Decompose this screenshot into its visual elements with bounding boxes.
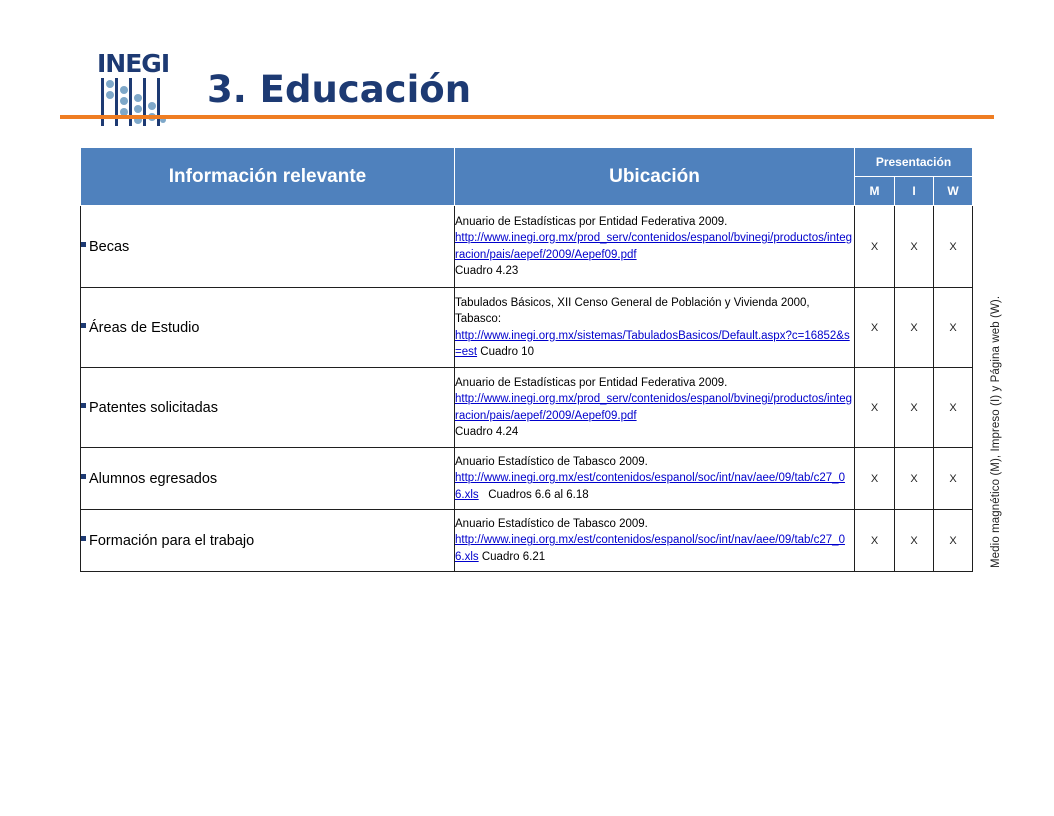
table-row (81, 510, 973, 572)
header-w: W (934, 177, 973, 206)
location-link[interactable]: http://www.inegi.org.mx/est/contenidos/espanol/soc/int/nav/aee/09/tab/c27_06.xls (455, 472, 845, 501)
header-m: M (855, 177, 895, 206)
bullet-icon (81, 474, 86, 479)
mark-i: X (895, 206, 934, 288)
mark-m: X (855, 368, 895, 448)
location-cell (455, 448, 855, 510)
header-i: I (895, 177, 934, 206)
topic-cell (81, 206, 455, 288)
mark-m: X (855, 288, 895, 368)
topic-label: Becas (89, 238, 130, 255)
mark-w: X (934, 448, 973, 510)
mark-w: X (934, 510, 973, 572)
header-presentacion: Presentación (855, 148, 973, 177)
topic-cell (81, 448, 455, 510)
title-underline (60, 115, 994, 119)
header-ubicacion: Ubicación (455, 148, 855, 206)
mark-i: X (895, 448, 934, 510)
location-source: Tabulados Básicos, XII Censo General de Población y Vivienda 2000, Tabasco: (455, 296, 810, 325)
location-link[interactable]: http://www.inegi.org.mx/sistemas/TabuladosBasicos/Default.aspx?c=16852&s=est (455, 329, 850, 358)
mark-i: X (895, 368, 934, 448)
table-row (81, 206, 973, 288)
mark-w: X (934, 288, 973, 368)
location-source: Anuario de Estadísticas por Entidad Federativa 2009. (455, 215, 728, 228)
location-table-ref: Cuadros 6.6 al 6.18 (488, 488, 589, 501)
topic-label: Áreas de Estudio (89, 319, 200, 336)
bullet-icon (81, 403, 86, 408)
mark-i: X (895, 288, 934, 368)
topic-label: Formación para el trabajo (89, 532, 255, 549)
topic-label: Patentes solicitadas (89, 399, 218, 416)
topic-cell (81, 510, 455, 572)
table-row (81, 288, 973, 368)
topic-cell (81, 368, 455, 448)
location-cell (455, 288, 855, 368)
topic-cell (81, 288, 455, 368)
location-cell (455, 510, 855, 572)
mark-m: X (855, 206, 895, 288)
table-row (81, 448, 973, 510)
header-informacion-relevante: Información relevante (81, 148, 455, 206)
location-cell (455, 206, 855, 288)
logo-text: INEGI (97, 49, 170, 78)
information-table (80, 147, 973, 572)
mark-w: X (934, 368, 973, 448)
mark-i: X (895, 510, 934, 572)
location-source: Anuario Estadístico de Tabasco 2009. (455, 455, 648, 468)
location-table-ref: Cuadro 10 (480, 346, 534, 358)
topic-label: Alumnos egresados (89, 470, 218, 487)
location-table-ref: Cuadro 4.23 (455, 265, 519, 277)
mark-m: X (855, 510, 895, 572)
location-table-ref: Cuadro 4.24 (455, 426, 519, 438)
location-cell (455, 368, 855, 448)
location-source: Anuario de Estadísticas por Entidad Federativa 2009. (455, 376, 728, 389)
table-row (81, 368, 973, 448)
bullet-icon (81, 242, 86, 247)
location-source: Anuario Estadístico de Tabasco 2009. (455, 517, 648, 530)
location-table-ref: Cuadro 6.21 (481, 550, 546, 563)
page-title: 3. Educación (207, 68, 472, 111)
mark-m: X (855, 448, 895, 510)
bullet-icon (81, 536, 86, 541)
mark-w: X (934, 206, 973, 288)
location-link[interactable]: http://www.inegi.org.mx/prod_serv/contenidos/espanol/bvinegi/productos/integracion/pais/aepef/2009/Aepef09.pdf (455, 393, 852, 422)
bullet-icon (81, 323, 86, 328)
location-link[interactable]: http://www.inegi.org.mx/est/contenidos/espanol/soc/int/nav/aee/09/tab/c27_06.xls (455, 534, 845, 563)
location-link[interactable]: http://www.inegi.org.mx/prod_serv/contenidos/espanol/bvinegi/productos/integracion/pais/aepef/2009/Aepef09.pdf (455, 232, 852, 261)
presentation-legend: Medio magnético (M), Impreso (I) y Página web (W). (990, 295, 1002, 568)
